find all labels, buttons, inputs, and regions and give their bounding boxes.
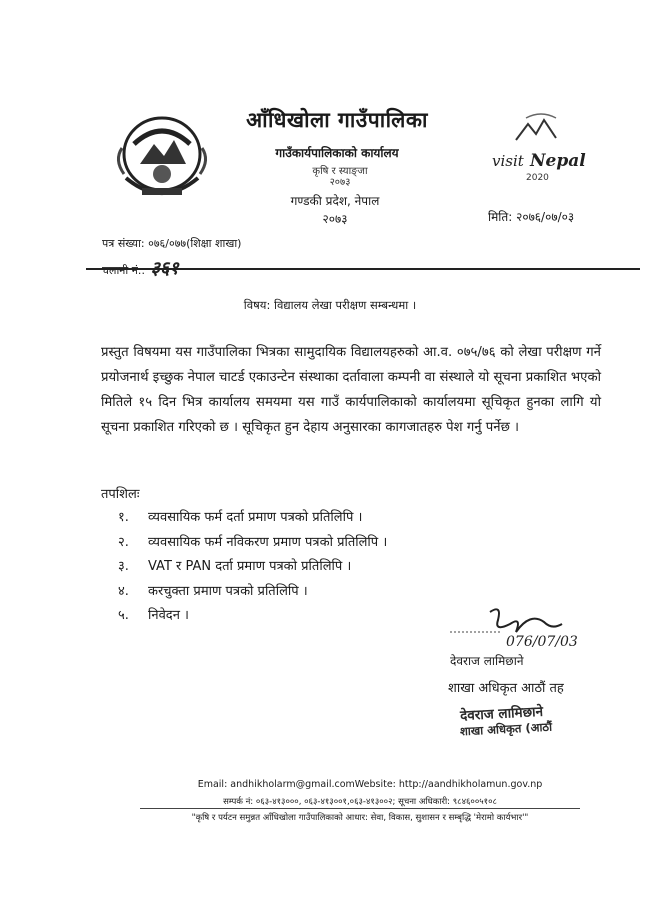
- item-number: ५.: [118, 608, 129, 623]
- visit-nepal-2020-logo: [486, 110, 596, 188]
- dispatch-number: ३६१: [150, 258, 179, 279]
- stamp-name: देवराज लामिछाने: [459, 703, 544, 725]
- item-text: व्यवसायिक फर्म दर्ता प्रमाण पत्रको प्रतिलिपि ।: [148, 510, 363, 525]
- letter-date: मिति: २०७६/०७/०३: [488, 210, 575, 224]
- item-number: ४.: [118, 583, 129, 599]
- footer-email: Email: andhikholarm@gmail.comWebsite: http://aandhikholamun.gov.np: [197, 779, 543, 790]
- office-stamp: [300, 166, 380, 188]
- office-address: गण्डकी प्रदेश, नेपाल: [290, 194, 380, 208]
- reference-number: पत्र संख्या: ०७६/०७७(शिक्षा शाखा): [102, 237, 242, 250]
- list-item: [118, 531, 387, 556]
- item-text: व्यवसायिक फर्म नविकरण प्रमाण पत्रको प्रतिलिपि ।: [148, 534, 388, 550]
- footer-contact: सम्पर्क नं: ०६३-४१३०००, ०६३-४१३००१,०६३-४१३००२; सूचना अधिकारी: ९८४६००५१०८: [223, 797, 497, 807]
- list-item: [118, 555, 387, 580]
- stamp-title: शाखा अधिकृत (आठौं: [459, 719, 553, 739]
- visit-text: visit: [492, 152, 524, 170]
- header-divider: [86, 268, 640, 270]
- item-text: करचुक्ता प्रमाण पत्रको प्रतिलिपि ।: [148, 583, 308, 599]
- footer-motto: "कृषि र पर्यटन समुन्नत आँधिखोला गाउँपालिकाको आधार: सेवा, विकास, सुशासन र सम्बृद्धि 'मेरामो कार्यभार'": [191, 813, 529, 823]
- subject-line: विषय: विद्यालय लेखा परीक्षण सम्बन्धमा ।: [243, 298, 417, 312]
- item-text: VAT र PAN दर्ता प्रमाण पत्रको प्रतिलिपि ।: [148, 559, 352, 574]
- notice-body: प्रस्तुत विषयमा यस गाउँपालिका भित्रका सामुदायिक विद्यालयहरुको आ.व. ०७५/७६ को लेखा परीक्षण गर्ने प्रयोजनार्थ इच्छुक नेपाल चाटर्ड एकाउन्टेन संस्थाका दर्तावाला कम्पनी वा संस्थाले यो सूचना प्रकाशित भएको मितिले १५ दिन भित्र कार्यालय समयमा यस गाउँ कार्यपालिकाको कार्यालयमा सूचिकृत हुनका लागि यो सूचना प्रकाशित गरिएको छ । सूचिकृत हुन देहाय अनुसारका कागजातहरु पेश गर्नु पर्नेछ ।: [101, 345, 601, 435]
- dispatch-label: चलानी नं.:: [102, 264, 146, 277]
- document-list: [118, 506, 387, 629]
- office-subtitle: गाउँकार्यपालिकाको कार्यालय: [275, 146, 399, 160]
- list-item: [118, 604, 387, 629]
- item-text: निवेदन ।: [148, 608, 189, 623]
- stamp-line: २०७३: [329, 177, 351, 188]
- signer-name: देवराज लामिछाने: [450, 654, 524, 668]
- year-text: 2020: [526, 173, 549, 183]
- list-heading: तपशिलः: [101, 487, 140, 502]
- footer-divider: [140, 808, 580, 809]
- list-item: [118, 506, 387, 531]
- mountain-flag-icon: [486, 110, 596, 188]
- item-number: ३.: [118, 559, 129, 574]
- established-year: २०७३: [322, 212, 348, 226]
- list-item: [118, 580, 387, 605]
- signer-title: शाखा अधिकृत आठौं तह: [448, 681, 564, 696]
- nepal-government-emblem-icon: [112, 108, 212, 200]
- handwritten-date: 076/07/03: [506, 634, 578, 650]
- item-number: १.: [118, 510, 129, 525]
- nepal-text: Nepal: [530, 151, 586, 171]
- item-number: २.: [118, 534, 129, 550]
- stamp-line: कृषि र स्याङ्जा: [312, 166, 368, 177]
- office-title: आँधिखोला गाउँपालिका: [246, 108, 428, 132]
